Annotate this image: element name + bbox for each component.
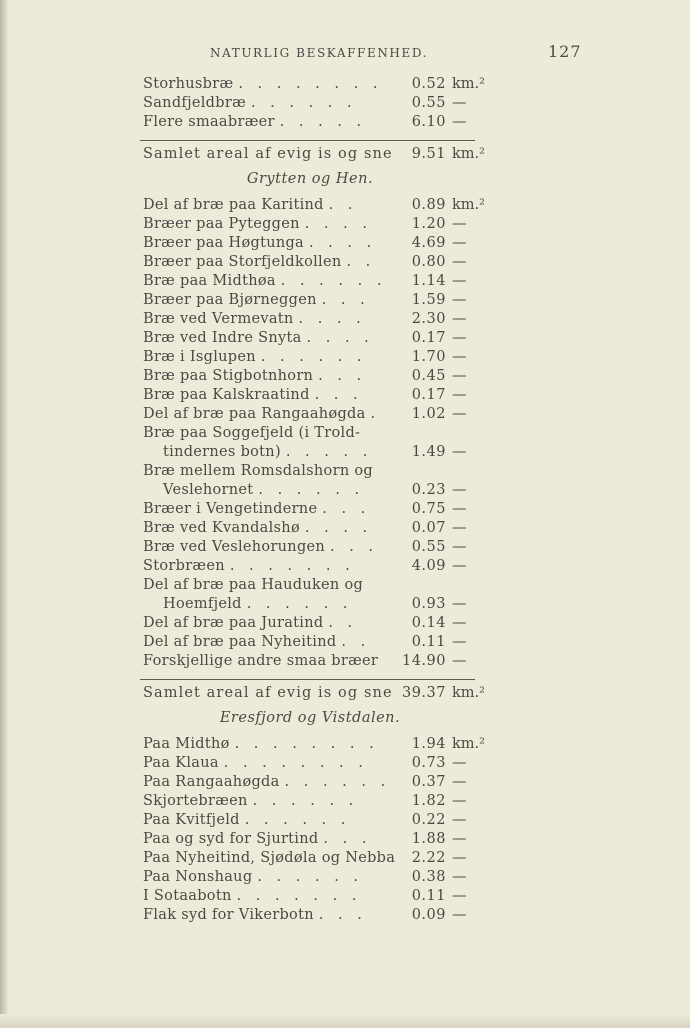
summary-row	[0, 685, 690, 704]
area-value: 0.55	[411, 95, 446, 111]
glacier-name	[143, 76, 382, 92]
glacier-name-text: Bræer paa Høgtunga	[143, 235, 305, 251]
glacier-name	[143, 539, 378, 555]
glacier-name	[143, 197, 358, 213]
ditto-mark: —	[452, 558, 467, 574]
ditto-mark: —	[452, 596, 467, 612]
section-title-grytten: Grytten og Hen.	[246, 171, 374, 187]
area-value: 1.02	[411, 406, 446, 422]
glacier-row	[0, 888, 690, 907]
glacier-name	[143, 463, 373, 479]
area-value: 1.14	[411, 273, 446, 289]
glacier-row	[0, 596, 690, 615]
glacier-list-eresfjord	[0, 736, 690, 926]
glacier-name	[143, 755, 368, 771]
dot-leader: . . . . . . . .	[234, 736, 379, 752]
summary-unit: km.²	[452, 685, 485, 701]
glacier-name	[143, 425, 360, 441]
area-value: 0.11	[411, 634, 446, 650]
page-bottom-edge	[0, 1014, 690, 1028]
glacier-row	[0, 831, 690, 850]
glacier-name	[143, 311, 366, 327]
glacier-row	[0, 254, 690, 273]
page-number: 127	[548, 42, 582, 61]
area-value: 0.73	[411, 755, 446, 771]
area-value: 1.59	[411, 292, 446, 308]
dot-leader: . . . . . .	[250, 95, 357, 111]
glacier-name-text: Flak syd for Vikerbotn	[143, 907, 314, 923]
dot-leader: . . . . . .	[258, 482, 365, 498]
glacier-row	[0, 812, 690, 831]
glacier-name-text: Flere smaabræer	[143, 114, 275, 130]
ditto-mark: —	[452, 292, 467, 308]
dot-leader: . . . . . . .	[229, 558, 355, 574]
glacier-name-text: Paa Midthø	[143, 736, 230, 752]
dot-leader: . .	[341, 634, 371, 650]
glacier-name	[143, 577, 363, 593]
glacier-row	[0, 501, 690, 520]
dot-leader: . . . . .	[285, 444, 373, 460]
ditto-mark: —	[452, 755, 467, 771]
glacier-name	[143, 520, 372, 536]
area-value: 0.52	[411, 76, 446, 92]
glacier-name-text: Bræ i Isglupen	[143, 349, 256, 365]
glacier-name	[143, 254, 375, 270]
area-value: 4.69	[411, 235, 446, 251]
glacier-name-text: Paa Rangaahøgda	[143, 774, 280, 790]
glacier-name-text: Bræer paa Storfjeldkollen	[143, 254, 342, 270]
glacier-name	[143, 95, 357, 111]
glacier-name	[143, 888, 361, 904]
glacier-name	[143, 349, 367, 365]
glacier-row	[0, 850, 690, 869]
ditto-mark: —	[452, 831, 467, 847]
ditto-mark: —	[452, 114, 467, 130]
ditto-mark: —	[452, 444, 467, 460]
glacier-row	[0, 755, 690, 774]
dot-leader: . . . . . .	[257, 869, 364, 885]
ditto-mark: —	[452, 812, 467, 828]
ditto-mark: —	[452, 254, 467, 270]
dot-leader: . .	[328, 197, 358, 213]
glacier-name	[143, 330, 374, 346]
glacier-row	[0, 615, 690, 634]
glacier-name	[143, 558, 355, 574]
area-value: 0.80	[411, 254, 446, 270]
glacier-row	[0, 311, 690, 330]
dot-leader: . . .	[318, 368, 367, 384]
ditto-mark: —	[452, 349, 467, 365]
glacier-name-text: Bræ paa Stigbotnhorn	[143, 368, 314, 384]
glacier-row	[0, 539, 690, 558]
ditto-mark: —	[452, 850, 467, 866]
glacier-name-text: Del af bræ paa Karitind	[143, 197, 324, 213]
glacier-name	[143, 774, 390, 790]
dot-leader: . . .	[321, 292, 370, 308]
ditto-mark: —	[452, 615, 467, 631]
glacier-name	[143, 793, 358, 809]
ditto-mark: —	[452, 520, 467, 536]
glacier-name-text: Sandfjeldbræ	[143, 95, 247, 111]
dot-leader: . . . .	[304, 520, 373, 536]
ditto-mark: —	[452, 774, 467, 790]
summary-label: Samlet areal af evig is og sne	[143, 146, 393, 162]
dot-leader: . . . .	[304, 216, 372, 232]
glacier-row	[0, 368, 690, 387]
glacier-row	[0, 907, 690, 926]
glacier-name-text: Bræ mellem Romsdalshorn og	[143, 463, 373, 479]
dot-leader: . . . . . . . .	[238, 76, 383, 92]
glacier-name	[143, 634, 370, 650]
ditto-mark: —	[452, 311, 467, 327]
glacier-name-text: Bræ ved Kvandalshø	[143, 520, 300, 536]
area-value: 0.14	[411, 615, 446, 631]
running-header: NATURLIG BESKAFFENHED.	[210, 46, 429, 60]
glacier-name	[143, 831, 371, 847]
glacier-row	[0, 349, 690, 368]
glacier-name	[143, 850, 395, 866]
glacier-name-text: Bræ ved Vermevatn	[143, 311, 294, 327]
page-content	[0, 76, 690, 926]
dot-leader: . . .	[322, 501, 371, 517]
area-unit: km.²	[452, 76, 485, 92]
glacier-row	[0, 736, 690, 755]
dot-leader: . . . . .	[279, 114, 367, 130]
glacier-name-text: tindernes botn)	[163, 444, 281, 460]
glacier-name	[143, 387, 363, 403]
glacier-row	[0, 235, 690, 254]
glacier-row	[0, 793, 690, 812]
area-value: 1.82	[411, 793, 446, 809]
section-title-eresfjord: Eresfjord og Vistdalen.	[219, 710, 401, 726]
dot-leader: . . .	[314, 387, 363, 403]
glacier-name-text: Storhusbræ	[143, 76, 234, 92]
area-value: 0.11	[411, 888, 446, 904]
glacier-name-text: Bræ paa Midthøa	[143, 273, 276, 289]
glacier-name	[143, 114, 366, 130]
glacier-name-text: Del af bræ paa Juratind	[143, 615, 324, 631]
ditto-mark: —	[452, 330, 467, 346]
ditto-mark: —	[452, 539, 467, 555]
ditto-mark: —	[452, 634, 467, 650]
ditto-mark: —	[452, 95, 467, 111]
glacier-name-text: Forskjellige andre smaa bræer	[143, 653, 379, 669]
ditto-mark: —	[452, 653, 467, 669]
area-value: 0.89	[411, 197, 446, 213]
area-unit: km.²	[452, 197, 485, 213]
glacier-row	[0, 197, 690, 216]
glacier-name	[143, 216, 372, 232]
glacier-name	[143, 736, 379, 752]
dot-leader: . . . . . .	[284, 774, 391, 790]
ditto-mark: —	[452, 907, 467, 923]
glacier-name-text: Paa Nonshaug	[143, 869, 253, 885]
glacier-name	[143, 653, 378, 669]
glacier-name	[143, 292, 370, 308]
dot-leader: . . .	[329, 539, 379, 555]
dot-leader: . . . .	[306, 330, 374, 346]
summary-row	[0, 146, 690, 165]
area-value: 1.49	[411, 444, 446, 460]
glacier-name-text: Skjortebræen	[143, 793, 248, 809]
glacier-name-text: Bræ ved Indre Snyta	[143, 330, 302, 346]
area-value: 0.37	[411, 774, 446, 790]
glacier-row	[0, 463, 690, 482]
glacier-name-text: Paa og syd for Sjurtind	[143, 831, 319, 847]
glacier-name-text: Del af bræ paa Rangaahøgda	[143, 406, 366, 422]
dot-leader: . .	[346, 254, 376, 270]
glacier-name	[143, 501, 370, 517]
ditto-mark: —	[452, 216, 467, 232]
glacier-row	[0, 292, 690, 311]
glacier-name	[143, 869, 363, 885]
glacier-row	[0, 406, 690, 425]
glacier-name-text: Paa Klaua	[143, 755, 219, 771]
area-value: 0.93	[411, 596, 446, 612]
ditto-mark: —	[452, 501, 467, 517]
area-value: 0.17	[411, 387, 446, 403]
ditto-mark: —	[452, 368, 467, 384]
dot-leader: . . . . . . . .	[223, 755, 368, 771]
divider-rule	[140, 679, 475, 680]
area-value: 1.88	[411, 831, 446, 847]
dot-leader: . . . .	[308, 235, 377, 251]
area-value: 0.75	[411, 501, 446, 517]
glacier-name-text: I Sotaabotn	[143, 888, 232, 904]
dot-leader: . . . . . .	[280, 273, 387, 289]
glacier-name	[143, 368, 366, 384]
glacier-row	[0, 76, 690, 95]
glacier-list-group-1	[0, 76, 690, 133]
glacier-name-text: Bræer paa Bjørneggen	[143, 292, 317, 308]
summary-label: Samlet areal af evig is og sne	[143, 685, 393, 701]
glacier-name-text: Del af bræ paa Nyheitind	[143, 634, 337, 650]
glacier-row	[0, 577, 690, 596]
ditto-mark: —	[452, 888, 467, 904]
ditto-mark: —	[452, 869, 467, 885]
glacier-name	[163, 596, 352, 612]
glacier-row	[0, 520, 690, 539]
dot-leader: .	[370, 406, 381, 422]
dot-leader: . . . . . .	[252, 793, 359, 809]
area-value: 6.10	[411, 114, 446, 130]
area-value: 0.22	[411, 812, 446, 828]
glacier-name	[143, 235, 376, 251]
glacier-name-text: Bræer paa Pyteggen	[143, 216, 300, 232]
ditto-mark: —	[452, 482, 467, 498]
dot-leader: . . .	[318, 907, 367, 923]
area-value: 2.30	[411, 311, 446, 327]
glacier-row	[0, 558, 690, 577]
ditto-mark: —	[452, 273, 467, 289]
glacier-row	[0, 774, 690, 793]
glacier-name	[143, 812, 350, 828]
glacier-name-text: Bræ ved Veslehorungen	[143, 539, 326, 555]
dot-leader: . . . . . .	[260, 349, 367, 365]
dot-leader: . . .	[323, 831, 372, 847]
dot-leader: . . . . . . .	[236, 888, 362, 904]
area-value: 1.70	[411, 349, 446, 365]
area-value: 1.20	[411, 216, 446, 232]
dot-leader: . . . . . .	[246, 596, 353, 612]
summary-value: 9.51	[411, 146, 446, 162]
glacier-row	[0, 444, 690, 463]
area-value: 0.55	[411, 539, 446, 555]
dot-leader: . . . . . .	[244, 812, 351, 828]
area-value: 4.09	[411, 558, 446, 574]
area-unit: km.²	[452, 736, 485, 752]
ditto-mark: —	[452, 406, 467, 422]
glacier-row	[0, 273, 690, 292]
glacier-name	[143, 406, 380, 422]
glacier-name	[163, 482, 364, 498]
glacier-row	[0, 653, 690, 672]
ditto-mark: —	[452, 235, 467, 251]
glacier-row	[0, 869, 690, 888]
glacier-list-grytten	[0, 197, 690, 672]
divider-rule	[140, 140, 475, 141]
glacier-row	[0, 387, 690, 406]
glacier-row	[0, 330, 690, 349]
ditto-mark: —	[452, 387, 467, 403]
area-value: 0.23	[411, 482, 446, 498]
area-value: 0.07	[411, 520, 446, 536]
area-value: 0.38	[411, 869, 446, 885]
glacier-row	[0, 634, 690, 653]
area-value: 14.90	[401, 653, 446, 669]
glacier-name	[143, 907, 367, 923]
area-value: 0.17	[411, 330, 446, 346]
glacier-name-text: Bræ paa Kalskraatind	[143, 387, 310, 403]
glacier-row	[0, 95, 690, 114]
glacier-row	[0, 482, 690, 501]
glacier-name	[163, 444, 372, 460]
dot-leader: . .	[328, 615, 358, 631]
glacier-name-text: Storbræen	[143, 558, 225, 574]
glacier-name-text: Bræer i Vengetinderne	[143, 501, 318, 517]
glacier-row	[0, 216, 690, 235]
glacier-name-text: Bræ paa Soggefjeld (i Trold-	[143, 425, 361, 441]
glacier-name-text: Paa Kvitfjeld	[143, 812, 240, 828]
area-value: 0.09	[411, 907, 446, 923]
area-value: 1.94	[411, 736, 446, 752]
glacier-row	[0, 114, 690, 133]
summary-value: 39.37	[401, 685, 446, 701]
area-value: 0.45	[411, 368, 446, 384]
glacier-name-text: Veslehornet	[163, 482, 254, 498]
summary-unit: km.²	[452, 146, 485, 162]
glacier-name-text: Del af bræ paa Hauduken og	[143, 577, 364, 593]
glacier-name	[143, 273, 386, 289]
ditto-mark: —	[452, 793, 467, 809]
glacier-name-text: Hoemfjeld	[163, 596, 242, 612]
area-value: 2.22	[411, 850, 446, 866]
dot-leader: . . . .	[298, 311, 366, 327]
glacier-name	[143, 615, 357, 631]
glacier-name-text: Paa Nyheitind, Sjødøla og Nebba	[143, 850, 396, 866]
glacier-row	[0, 425, 690, 444]
